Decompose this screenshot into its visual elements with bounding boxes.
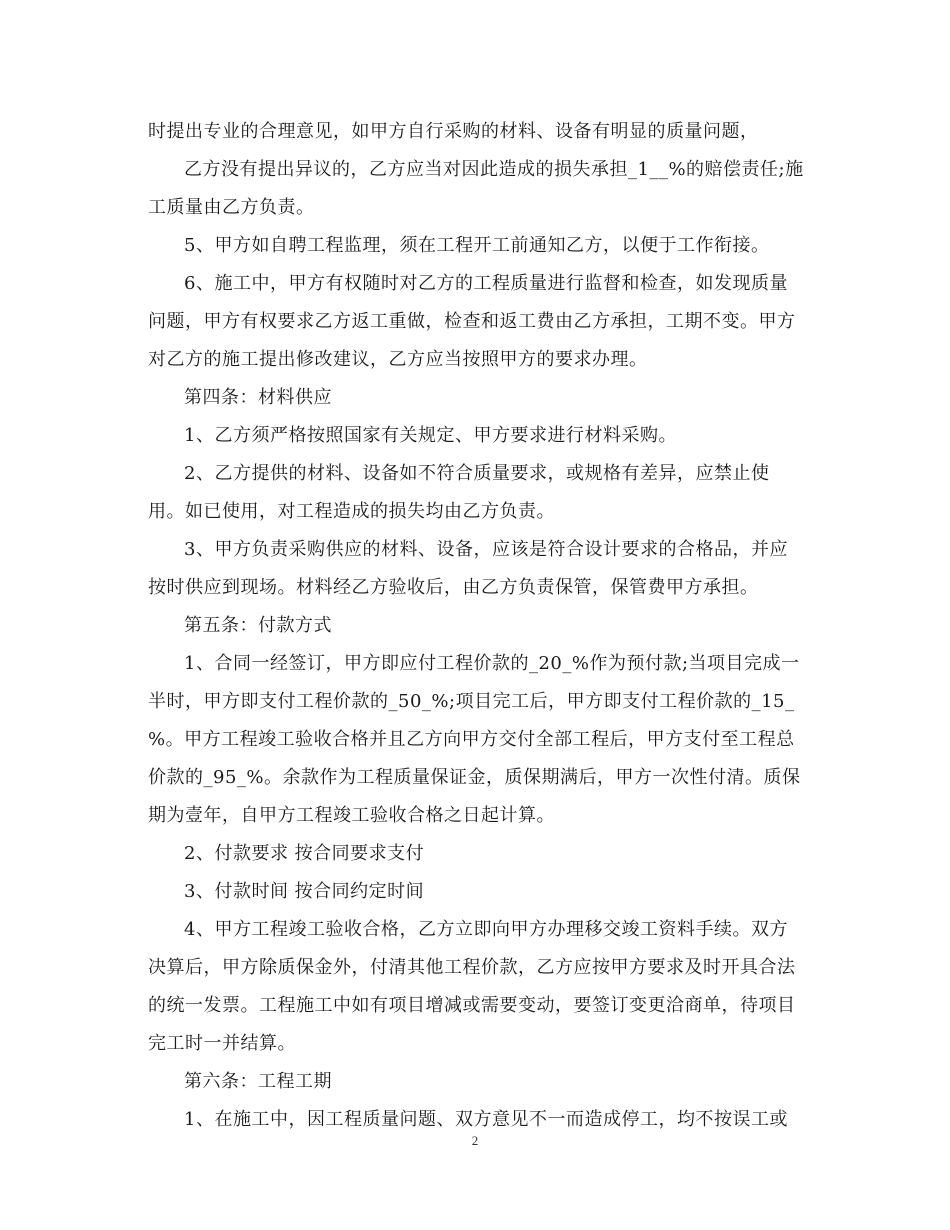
text-line: 5、甲方如自聘工程监理，须在工程开工前通知乙方，以便于工作衔接。: [184, 235, 770, 256]
document-body: [148, 113, 804, 1139]
text-line: 问题，甲方有权要求乙方返工重做，检查和返工费由乙方承担，工期不变。甲方: [148, 311, 796, 332]
text-line: 完工时一并结算。: [148, 1033, 296, 1054]
page-number: 2: [471, 1133, 479, 1148]
text-line: 4、甲方工程竣工验收合格，乙方立即向甲方办理移交竣工资料手续。双方: [184, 919, 788, 940]
text-line: 1、乙方须严格按照国家有关规定、甲方要求进行材料采购。: [184, 425, 677, 446]
text-line: 时提出专业的合理意见，如甲方自行采购的材料、设备有明显的质量问题，: [148, 121, 759, 142]
text-line: 3、甲方负责采购供应的材料、设备，应该是符合设计要求的合格品，并应: [184, 539, 788, 560]
text-line: 按时供应到现场。材料经乙方验收后，由乙方负责保管，保管费甲方承担。: [148, 577, 759, 598]
text-line: 工质量由乙方负责。: [148, 197, 315, 218]
text-line: 1、在施工中，因工程质量问题、双方意见不一而造成停工，均不按误工或: [184, 1109, 788, 1130]
text-line: 价款的_95_%。余款作为工程质量保证金，质保期满后，甲方一次性付清。质保: [148, 767, 801, 788]
text-line: 期为壹年，自甲方工程竣工验收合格之日起计算。: [148, 805, 555, 826]
text-line: 对乙方的施工提出修改建议，乙方应当按照甲方的要求办理。: [148, 349, 648, 370]
text-line: 6、施工中，甲方有权随时对乙方的工程质量进行监督和检查，如发现质量: [184, 273, 788, 294]
section-heading: 第五条：付款方式: [184, 615, 332, 636]
text-line: 乙方没有提出异议的，乙方应当对因此造成的损失承担_1__%的赔偿责任;施: [184, 159, 804, 180]
text-line: 决算后，甲方除质保金外，付清其他工程价款，乙方应按甲方要求及时开具合法: [148, 957, 796, 978]
text-line: 1、合同一经签订，甲方即应付工程价款的_20_%作为预付款;当项目完成一: [184, 653, 800, 674]
section-heading: 第四条：材料供应: [184, 387, 332, 408]
text-line: %。甲方工程竣工验收合格并且乙方向甲方交付全部工程后，甲方支付至工程总: [148, 729, 795, 750]
section-heading: 第六条：工程工期: [184, 1071, 332, 1092]
text-line: 3、付款时间 按合同约定时间: [184, 881, 425, 902]
text-line: 2、付款要求 按合同要求支付: [184, 843, 425, 864]
text-line: 半时，甲方即支付工程价款的_50_%;项目完工后，甲方即支付工程价款的_15_: [148, 691, 795, 712]
text-line: 的统一发票。工程施工中如有项目增减或需要变动，要签订变更洽商单，待项目: [148, 995, 796, 1016]
text-line: 2、乙方提供的材料、设备如不符合质量要求，或规格有差异，应禁止使: [184, 463, 770, 484]
text-line: 用。如已使用，对工程造成的损失均由乙方负责。: [148, 501, 555, 522]
